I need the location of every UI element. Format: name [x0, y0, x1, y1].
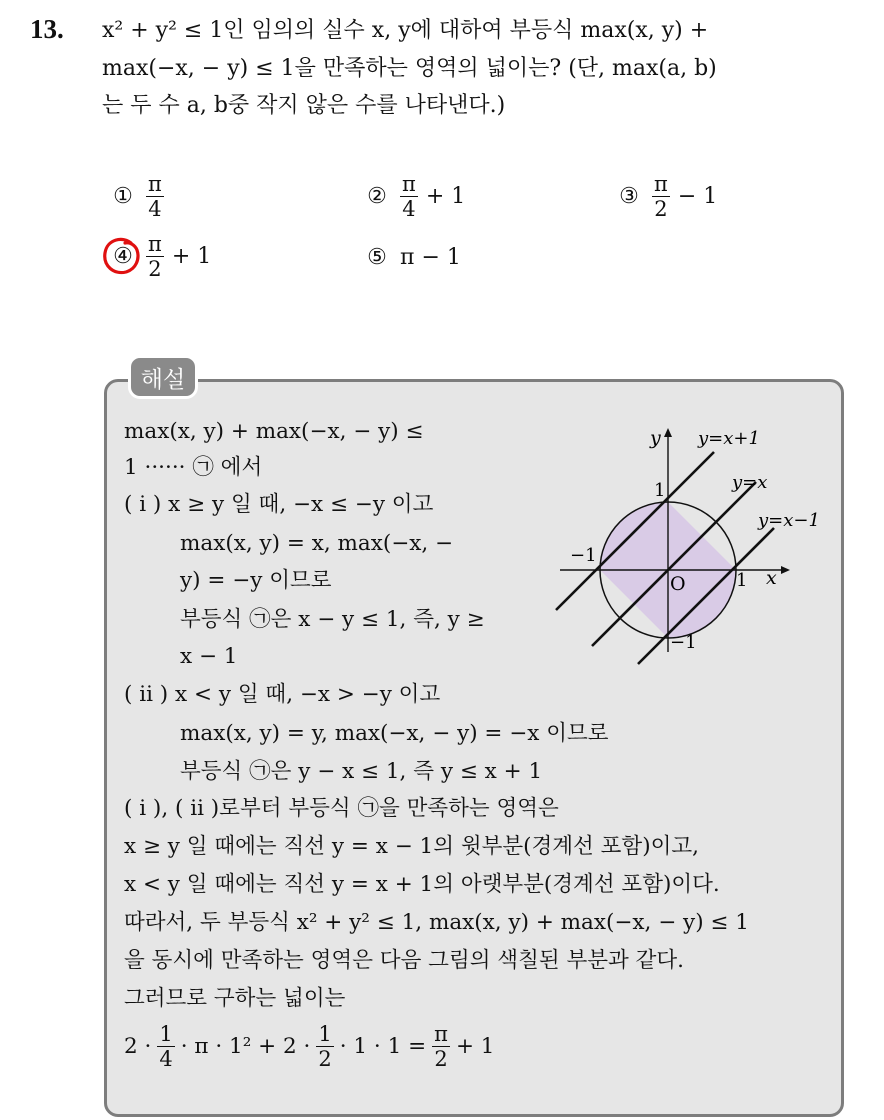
line-label-upper: y=x+1	[698, 428, 760, 449]
choice-2-fraction: $\frac{\pi}{4}$	[402, 172, 416, 221]
final-fraction-2: $\frac{1}{2}$	[318, 1022, 332, 1071]
solution-line-16: 그러므로 구하는 넓이는	[124, 986, 346, 1011]
tick-label-y-pos: 1	[654, 480, 666, 501]
choice-3-label: ③	[619, 184, 639, 209]
solution-line-5: y) = −y 이므로	[180, 568, 332, 593]
solution-line-15: 을 동시에 만족하는 영역은 다음 그림의 색칠된 부분과 같다.	[124, 948, 684, 973]
choice-1[interactable]	[108, 172, 172, 221]
origin-label: O	[670, 573, 686, 595]
line-label-lower: y=x−1	[758, 510, 820, 531]
question-line-2: max(−x, − y) ≤ 1을 만족하는 영역의 넓이는? (단, max(a, b)	[102, 56, 717, 81]
solution-line-4: max(x, y) = x, max(−x, −	[180, 531, 454, 556]
solution-line-12: x ≥ y 일 때에는 직선 y = x − 1의 윗부분(경계선 포함)이고,	[124, 834, 699, 859]
final-equation: 2 · $\frac{1}{4}$ · π · 1² + 2 · $\frac{1}{2}$ · 1 · 1 = $\frac{\pi}{2}$ + 1	[124, 1022, 495, 1071]
choice-4[interactable]	[108, 232, 211, 281]
solution-line-3: ( i ) x ≥ y 일 때, −x ≤ −y 이고	[124, 492, 434, 517]
region-figure	[550, 420, 840, 670]
solution-line-8: ( ii ) x < y 일 때, −x > −y 이고	[124, 682, 441, 707]
solution-line-7: x − 1	[180, 644, 238, 669]
choice-5-label: ⑤	[367, 245, 387, 270]
solution-line-2: 1 ······ ㉠ 에서	[124, 455, 263, 480]
tick-label-y-neg: −1	[670, 632, 697, 653]
choice-2[interactable]	[362, 172, 465, 221]
question-number: 13.	[30, 14, 64, 44]
question-line-1: x² + y² ≤ 1인 임의의 실수 x, y에 대하여 부등식 max(x, y) +	[102, 18, 709, 43]
choice-3[interactable]	[614, 172, 717, 221]
solution-line-10: 부등식 ㉠은 y − x ≤ 1, 즉 y ≤ x + 1	[180, 759, 543, 784]
choice-4-fraction: $\frac{\pi}{2}$	[148, 232, 162, 281]
line-label-middle: y=x	[732, 472, 768, 493]
tick-label-x-pos: 1	[736, 570, 748, 591]
final-fraction-1: $\frac{1}{4}$	[159, 1022, 173, 1071]
x-axis-arrow	[781, 566, 790, 574]
choice-3-suffix: − 1	[677, 184, 718, 209]
final-fraction-3: $\frac{\pi}{2}$	[434, 1022, 448, 1071]
solution-tag: 해설	[128, 355, 198, 399]
choice-2-label: ②	[367, 184, 387, 209]
choice-1-fraction: $\frac{\pi}{4}$	[148, 172, 162, 221]
y-axis-label: y	[650, 427, 661, 449]
choice-3-fraction: $\frac{\pi}{2}$	[654, 172, 668, 221]
answer-mark-circle	[101, 235, 143, 277]
choice-2-suffix: + 1	[425, 184, 466, 209]
solution-line-6: 부등식 ㉠은 x − y ≤ 1, 즉, y ≥	[180, 607, 485, 632]
solution-line-1: max(x, y) + max(−x, − y) ≤	[124, 419, 424, 444]
x-axis-label: x	[766, 567, 777, 589]
solution-line-14: 따라서, 두 부등식 x² + y² ≤ 1, max(x, y) + max(−x, − y) ≤ 1	[124, 910, 749, 935]
solution-line-13: x < y 일 때에는 직선 y = x + 1의 아랫부분(경계선 포함)이다.	[124, 872, 720, 897]
choice-4-label: ④	[108, 244, 138, 269]
solution-line-9: max(x, y) = y, max(−x, − y) = −x 이므로	[180, 721, 609, 746]
solution-line-11: ( i ), ( ii )로부터 부등식 ㉠을 만족하는 영역은	[124, 796, 559, 821]
choice-5-text: π − 1	[400, 245, 461, 270]
choice-4-suffix: + 1	[171, 244, 212, 269]
y-axis-arrow	[664, 428, 672, 437]
choice-5[interactable]	[362, 245, 461, 270]
tick-label-x-neg: −1	[570, 545, 597, 566]
question-line-3: 는 두 수 a, b중 작지 않은 수를 나타낸다.)	[102, 93, 506, 118]
choice-1-label: ①	[113, 184, 133, 209]
